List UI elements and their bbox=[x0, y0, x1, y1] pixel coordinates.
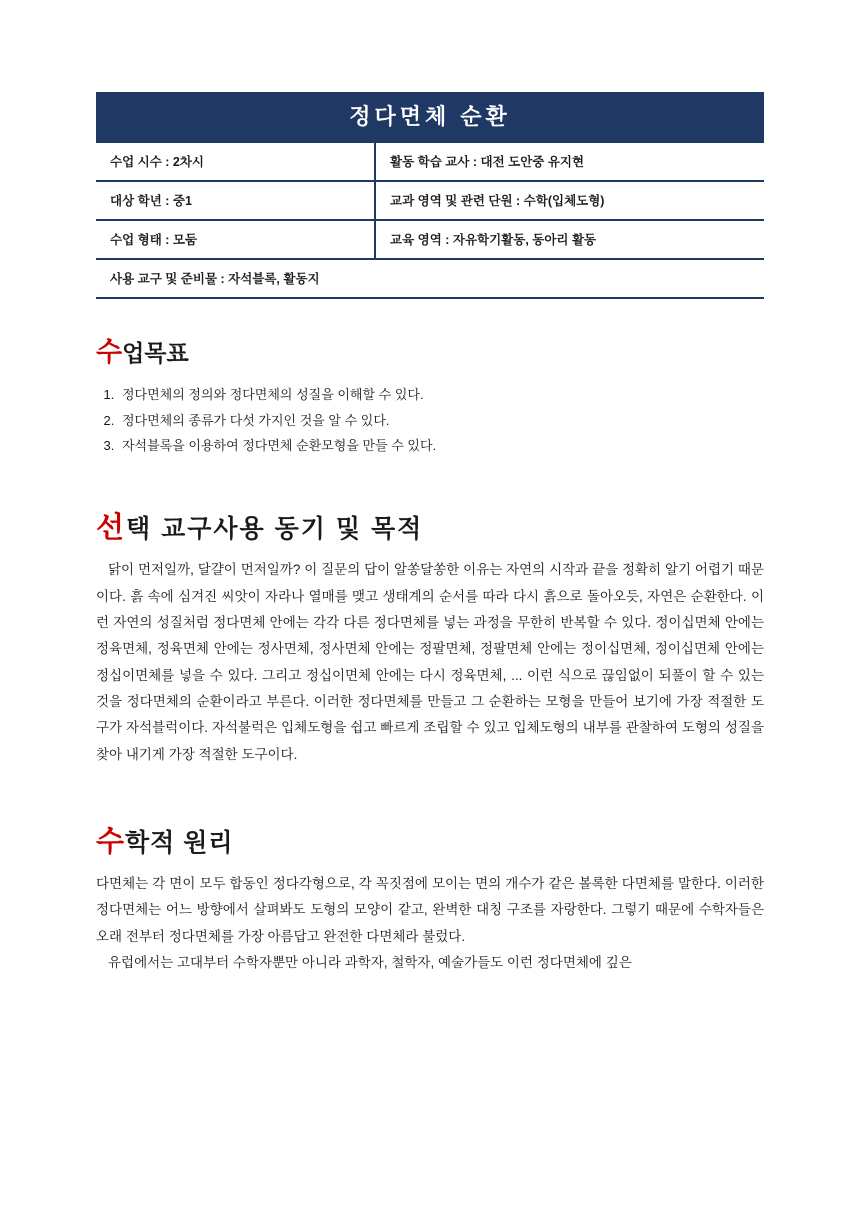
list-item: 1. 정다면체의 정의와 정다면체의 성질을 이해할 수 있다. bbox=[118, 382, 764, 407]
info-cell-subject: 교과 영역 및 관련 단원 : 수학(입체도형) bbox=[375, 181, 764, 220]
section-heading-goal bbox=[96, 339, 764, 366]
table-row bbox=[96, 181, 764, 220]
heading-accent-char: 수 bbox=[96, 337, 123, 368]
section-heading-principle bbox=[96, 825, 764, 858]
goal-list bbox=[96, 382, 764, 458]
table-row bbox=[96, 143, 764, 181]
info-cell-education-area: 교육 영역 : 자유학기활동, 동아리 활동 bbox=[375, 220, 764, 259]
list-item: 3. 자석블록을 이용하여 정다면체 순환모형을 만들 수 있다. bbox=[118, 433, 764, 458]
heading-accent-char: 수 bbox=[96, 825, 126, 858]
principle-body bbox=[96, 871, 764, 976]
info-cell-format: 수업 형태 : 모둠 bbox=[96, 220, 375, 259]
heading-rest: 학적 원리 bbox=[125, 828, 234, 857]
table-row bbox=[96, 259, 764, 298]
principle-paragraph-2: 유럽에서는 고대부터 수학자뿐만 아니라 과학자, 철학자, 예술가들도 이런 정다면체에 깊은 bbox=[108, 954, 632, 970]
info-cell-hours: 수업 시수 : 2차시 bbox=[96, 143, 375, 181]
section-heading-motive bbox=[96, 514, 764, 543]
info-cell-materials: 사용 교구 및 준비물 : 자석블록, 활동지 bbox=[96, 259, 764, 298]
principle-paragraph-1: 다면체는 각 면이 모두 합동인 정다각형으로, 각 꼭짓점에 모이는 면의 개수가 같은 볼록한 다면체를 말한다. 이러한 정다면체는 어느 방향에서 살펴봐도 도형의 모양이 같고, 완벽한 대칭 구조를 자랑한다. 그렇기 때문에 수학자들은 오래 전부터 정다면체를 가장 아름답고 완전한 다면체라 불렀다. bbox=[96, 875, 764, 944]
motive-paragraph: 닭이 먼저일까, 달걀이 먼저일까? 이 질문의 답이 알쏭달쏭한 이유는 자연의 시작과 끝을 정확히 알기 어렵기 때문이다. 흙 속에 심겨진 씨앗이 자라나 열매를 맺고 생태계의 순서를 따라 다시 흙으로 돌아오듯, 자연은 순환한다. 이런 자연의 성질처럼 정다면체 안에는 각각 다른 정다면체를 넣는 과정을 무한히 반복할 수 있다. 정이십면체 안에는 정육면체, 정육면체 안에는 정사면체, 정사면체 안에는 정팔면체, 정팔면체 안에는 정이십면체, 정이십면체 안에는 정십이면체를 넣을 수 있다. 그리고 정십이면체 안에는 다시 정육면체, ... 이런 식으로 끊임없이 되풀이 할 수 있는 것을 정다면체의 순환이라고 부른다. 이러한 정다면체를 만들고 그 순환하는 모형을 만들어 보기에 가장 적절한 도구가 자석블럭이다. 자석불럭은 입체도형을 쉽고 빠르게 조립할 수 있고 입체도형의 내부를 관찰하여 도형의 성질을 찾아 내기게 가장 적절한 도구이다. bbox=[96, 562, 764, 762]
lesson-info-table bbox=[96, 143, 764, 299]
info-cell-teacher: 활동 학습 교사 : 대전 도안중 유지현 bbox=[375, 143, 764, 181]
table-row bbox=[96, 220, 764, 259]
list-item: 2. 정다면체의 종류가 다섯 가지인 것을 알 수 있다. bbox=[118, 408, 764, 433]
document-title-banner: 정다면체 순환 bbox=[96, 92, 764, 143]
heading-rest: 업목표 bbox=[122, 340, 189, 367]
heading-rest: 택 교구사용 동기 및 목적 bbox=[126, 515, 424, 544]
info-cell-grade: 대상 학년 : 중1 bbox=[96, 181, 375, 220]
heading-accent-char: 선 bbox=[96, 512, 127, 545]
